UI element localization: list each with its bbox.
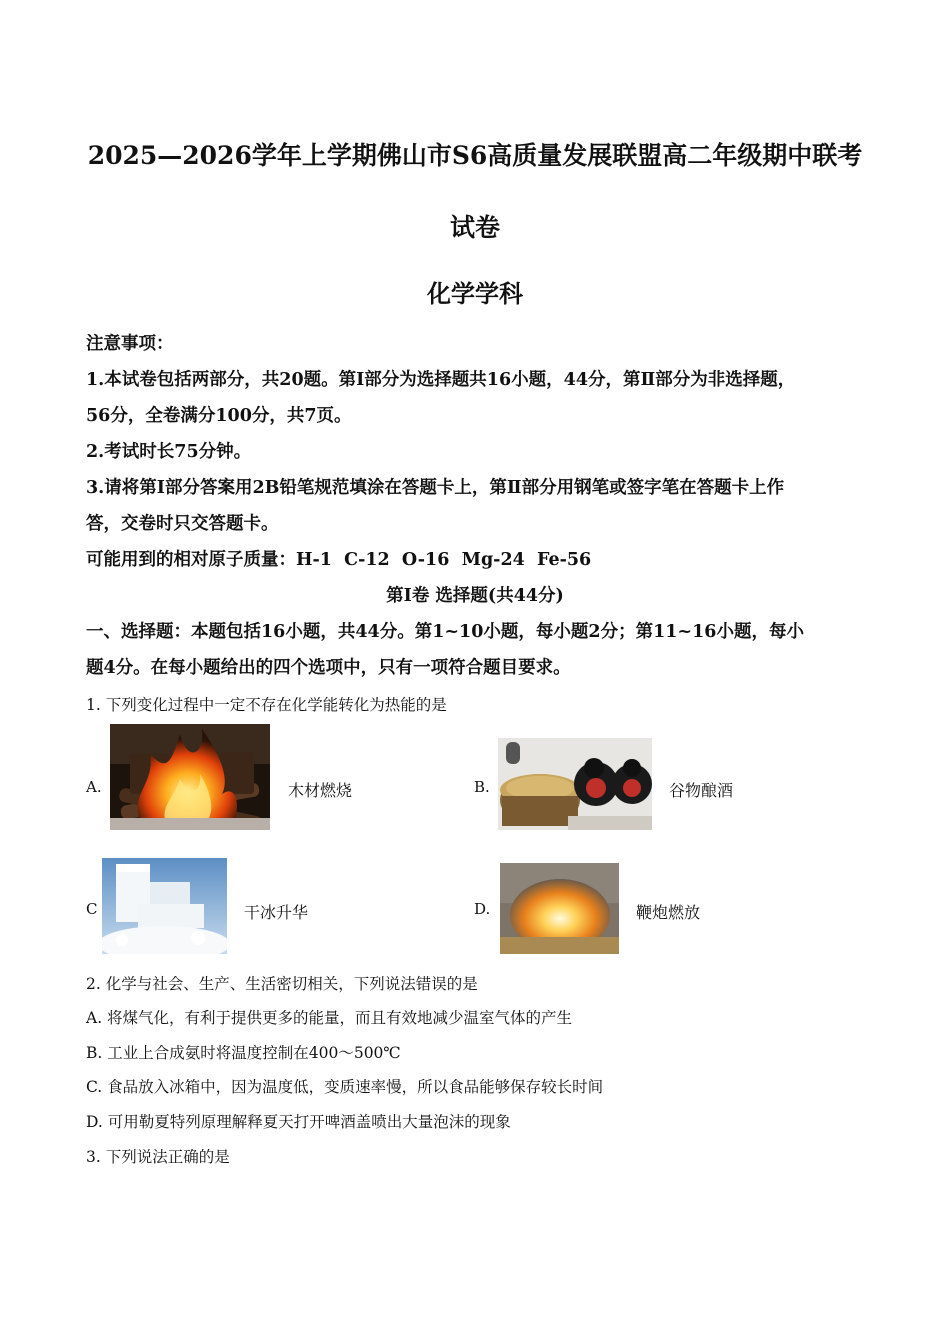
q1-option-b-text: 谷物酿酒	[669, 781, 734, 800]
q1-option-b-letter: B.	[474, 778, 490, 796]
q1-option-c-text: 干冰升华	[244, 903, 309, 922]
q1-option-d-text: 鞭炮燃放	[636, 903, 701, 922]
q2-option-c: C. 食品放入冰箱中，因为温度低，变质速率慢，所以食品能够保存较长时间	[86, 1078, 604, 1096]
notice-line-3: 2.考试时长75分钟。	[86, 442, 252, 462]
dry-ice-image	[102, 858, 227, 954]
notice-heading: 注意事项：	[86, 334, 174, 354]
q2-option-d: D. 可用勒夏特列原理解释夏天打开啤酒盖喷出大量泡沫的现象	[86, 1113, 511, 1131]
grain-wine-image	[498, 738, 652, 830]
q1-option-c-letter: C	[86, 900, 98, 918]
wood-burning-image	[110, 724, 270, 830]
part1-heading: 第Ⅰ卷 选择题(共44分)	[386, 586, 564, 606]
q2-option-b: B. 工业上合成氨时将温度控制在400～500℃	[86, 1044, 401, 1062]
subject-title: 化学学科	[427, 279, 523, 308]
part1-instruction-line2: 题4分。在每小题给出的四个选项中，只有一项符合题目要求。	[86, 658, 571, 678]
q1-option-d-letter: D.	[474, 900, 491, 918]
exam-title-line2: 试卷	[449, 213, 500, 242]
question-1-stem: 1. 下列变化过程中一定不存在化学能转化为热能的是	[86, 696, 447, 714]
notice-line-4: 3.请将第Ⅰ部分答案用2B铅笔规范填涂在答题卡上，第Ⅱ部分用钢笔或签字笔在答题卡上作	[86, 478, 785, 498]
q1-option-a-text: 木材燃烧	[288, 781, 353, 800]
exam-title-line1: 2025—2026学年上学期佛山市S6高质量发展联盟高二年级期中联考	[87, 141, 863, 170]
question-2-stem: 2. 化学与社会、生产、生活密切相关，下列说法错误的是	[86, 975, 478, 993]
notice-line-2: 56分，全卷满分100分，共7页。	[86, 406, 352, 426]
part1-instruction-line1: 一、选择题：本题包括16小题，共44分。第1~10小题，每小题2分；第11~16小题，每小	[86, 622, 804, 642]
atomic-masses: 可能用到的相对原子质量：H-1 C-12 O-16 Mg-24 Fe-56	[86, 550, 592, 570]
q2-option-a: A. 将煤气化，有利于提供更多的能量，而且有效地减少温室气体的产生	[86, 1009, 573, 1027]
notice-line-1: 1.本试卷包括两部分，共20题。第Ⅰ部分为选择题共16小题，44分，第Ⅱ部分为非选择题，	[86, 370, 796, 390]
q1-option-a-letter: A.	[86, 778, 102, 796]
question-3-stem: 3. 下列说法正确的是	[86, 1148, 230, 1166]
notice-line-5: 答，交卷时只交答题卡。	[86, 514, 279, 534]
firecracker-explosion-image	[500, 863, 619, 954]
